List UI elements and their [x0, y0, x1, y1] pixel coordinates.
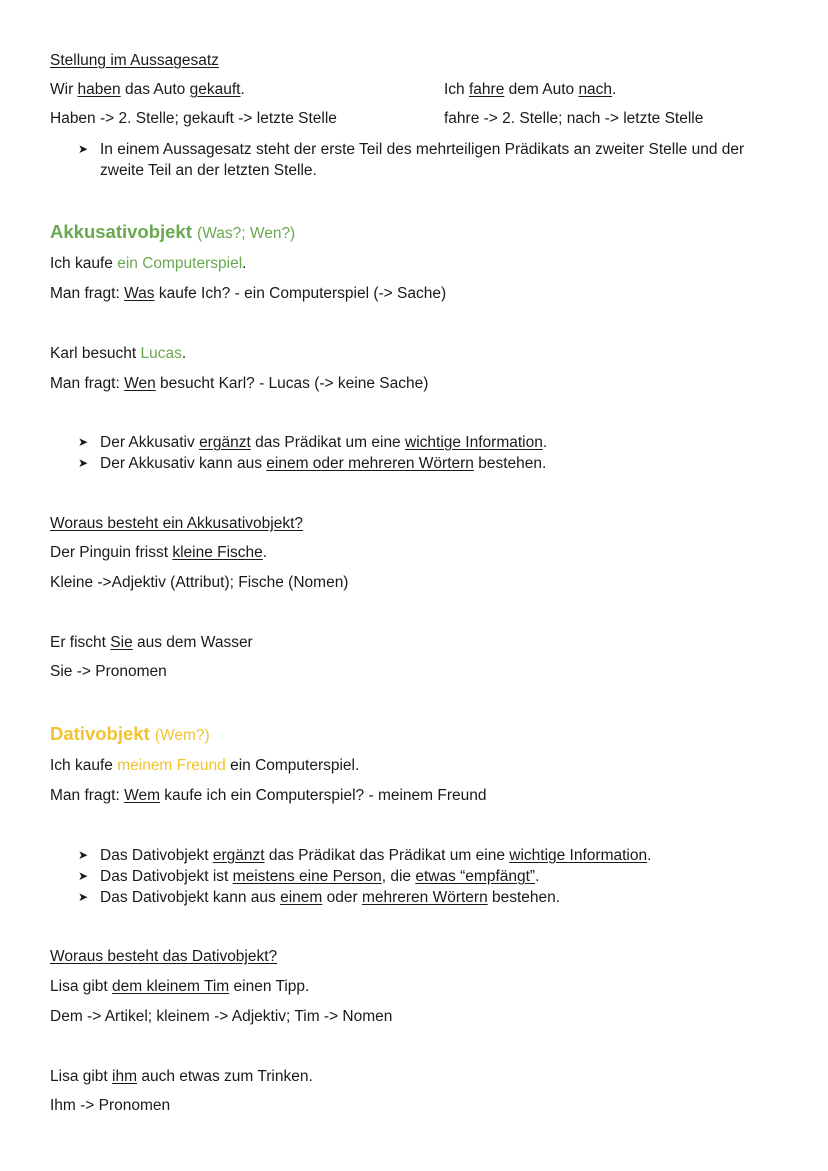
dativ-heading: Dativobjekt (Wem?) — [50, 723, 210, 744]
stellung-note-1: Haben -> 2. Stelle; gekauft -> letzte Stelle — [50, 110, 337, 127]
dativ-example-3-note: Ihm -> Pronomen — [50, 1097, 171, 1114]
stellung-example-2: Ich fahre dem Auto nach. — [444, 81, 617, 98]
stellung-note-2: fahre -> 2. Stelle; nach -> letzte Stelle — [444, 110, 704, 127]
stellung-heading: Stellung im Aussagesatz — [50, 52, 219, 69]
akkusativ-question-2: Man fragt: Wen besucht Karl? - Lucas (-> keine Sache) — [50, 375, 429, 392]
dativ-bullet-1: ➤ Das Dativobjekt ergänzt das Prädikat das Prädikat um eine wichtige Information. — [78, 847, 652, 864]
dativ-sub-heading: Woraus besteht das Dativobjekt? — [50, 948, 278, 965]
dativ-example-3: Lisa gibt ihm auch etwas zum Trinken. — [50, 1068, 313, 1085]
akkusativ-example-4-note: Sie -> Pronomen — [50, 663, 167, 680]
dativ-example-1: Ich kaufe meinem Freund ein Computerspiel. — [50, 757, 360, 774]
akkusativ-sub-heading: Woraus besteht ein Akkusativobjekt? — [50, 515, 304, 532]
stellung-bullet: ➤ In einem Aussagesatz steht der erste Teil des mehrteiligen Prädikats an zweiter Stelle und der zweite Teil an der letzten Stelle. — [78, 141, 745, 179]
dativ-example-2: Lisa gibt dem kleinem Tim einen Tipp. — [50, 978, 310, 995]
arrowhead-bullet-icon: ➤ — [78, 435, 89, 449]
akkusativ-bullet-1: ➤ Der Akkusativ ergänzt das Prädikat um eine wichtige Information. — [78, 434, 548, 451]
akkusativ-example-3: Der Pinguin frisst kleine Fische. — [50, 544, 268, 561]
arrowhead-bullet-icon: ➤ — [78, 869, 89, 883]
arrowhead-bullet-icon: ➤ — [78, 456, 89, 470]
stellung-example-1: Wir haben das Auto gekauft. — [50, 81, 245, 98]
arrowhead-bullet-icon: ➤ — [78, 142, 89, 156]
arrowhead-bullet-icon: ➤ — [78, 848, 89, 862]
arrowhead-bullet-icon: ➤ — [78, 890, 89, 904]
akkusativ-example-2: Karl besucht Lucas. — [50, 345, 187, 362]
akkusativ-example-3-note: Kleine ->Adjektiv (Attribut); Fische (Nomen) — [50, 574, 349, 591]
akkusativ-bullet-2: ➤ Der Akkusativ kann aus einem oder mehreren Wörtern bestehen. — [78, 455, 547, 472]
akkusativ-example-1: Ich kaufe ein Computerspiel. — [50, 255, 247, 272]
dativ-example-2-note: Dem -> Artikel; kleinem -> Adjektiv; Tim -> Nomen — [50, 1008, 393, 1025]
dativ-question-1: Man fragt: Wem kaufe ich ein Computerspiel? - meinem Freund — [50, 787, 487, 804]
dativ-bullet-3: ➤ Das Dativobjekt kann aus einem oder mehreren Wörtern bestehen. — [78, 889, 561, 906]
akkusativ-heading: Akkusativobjekt (Was?; Wen?) — [50, 221, 296, 242]
akkusativ-example-4: Er fischt Sie aus dem Wasser — [50, 634, 253, 651]
akkusativ-question-1: Man fragt: Was kaufe Ich? - ein Computerspiel (-> Sache) — [50, 285, 447, 302]
dativ-bullet-2: ➤ Das Dativobjekt ist meistens eine Person, die etwas “empfängt”. — [78, 868, 540, 885]
